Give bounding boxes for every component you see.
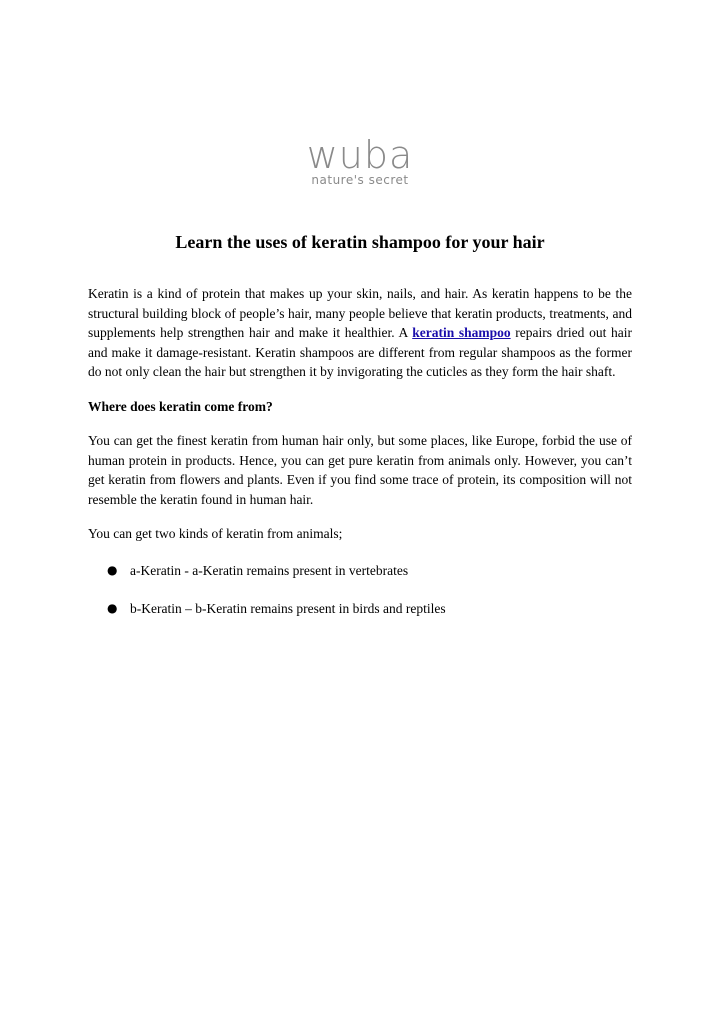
section-heading: Where does keratin come from?: [88, 398, 273, 414]
source-paragraph: You can get the finest keratin from human hair only, but some places, like Europe, forbid the use of human protein in products. Hence, you can get pure keratin from animals only. However, you can’t get keratin from flowers and plants. Even if you find some trace of protein, its composition will not resemble the keratin found in human hair.: [88, 433, 632, 507]
brand-logo: [300, 135, 420, 205]
intro-text-before-link: Keratin is a kind of protein that makes up your skin, nails, and hair. As keratin happens to be the structural building block of people’s hair, many people believe that keratin products, treatments, and supplements help strengthen hair and make it healthier. A: [88, 286, 632, 340]
list-item-text: b-Keratin – b-Keratin remains present in birds and reptiles: [130, 601, 446, 616]
list-item: [88, 599, 632, 619]
kinds-intro-paragraph: You can get two kinds of keratin from animals;: [88, 526, 343, 541]
logo-wordmark: wuba: [306, 133, 414, 177]
document-body: [88, 284, 632, 638]
intro-paragraph: [88, 284, 632, 382]
intro-text-after-link: repairs dried out hair and make it damage-resistant. Keratin shampoos are different from regular shampoos as the former do not only clean the hair but strengthen it by invigorating the cuticles as they form the hair shaft.: [88, 325, 632, 379]
logo-tagline: nature's secret: [311, 173, 409, 187]
list-item: [88, 561, 632, 581]
keratin-kinds-list: [88, 561, 632, 619]
page-title: Learn the uses of keratin shampoo for your hair: [175, 232, 545, 252]
list-item-text: a-Keratin - a-Keratin remains present in vertebrates: [130, 562, 409, 578]
bullet-icon: ●: [107, 601, 118, 615]
keratin-shampoo-link[interactable]: keratin shampoo: [412, 325, 511, 340]
bullet-icon: ●: [107, 562, 118, 577]
